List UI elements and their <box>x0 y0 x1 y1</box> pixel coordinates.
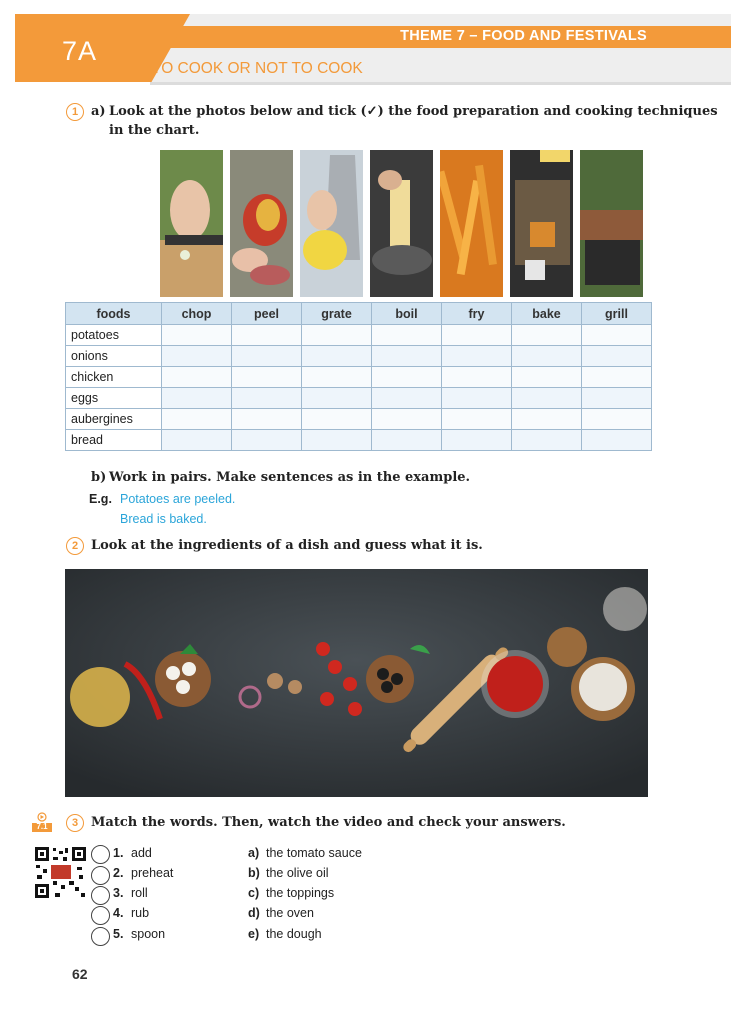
column-header: bake <box>512 303 582 325</box>
tick-cell[interactable] <box>302 409 372 430</box>
tick-cell[interactable] <box>582 388 652 409</box>
item-word: rub <box>131 906 150 920</box>
exercise-2-number: 2 <box>66 537 84 555</box>
tick-cell[interactable] <box>442 325 512 346</box>
table-header-row <box>66 303 652 325</box>
answer-letter: a) <box>248 846 260 860</box>
exercise-1a-letter: a) <box>91 104 106 119</box>
exercise-1b-letter: b) <box>91 470 107 485</box>
food-label: aubergines <box>66 409 162 430</box>
table-row <box>66 367 652 388</box>
item-number: 4. <box>113 906 124 920</box>
column-header: grate <box>302 303 372 325</box>
answer-letter: b) <box>248 866 260 880</box>
food-label: chicken <box>66 367 162 388</box>
food-label: onions <box>66 346 162 367</box>
example-sentence-2: Bread is baked. <box>120 512 207 526</box>
theme-title: THEME 7 – FOOD AND FESTIVALS <box>400 28 647 44</box>
tick-cell[interactable] <box>442 388 512 409</box>
tick-cell[interactable] <box>442 346 512 367</box>
lesson-title: TO COOK OR NOT TO COOK <box>152 60 363 77</box>
exercise-2-instruction: Look at the ingredients of a dish and guess what it is. <box>91 538 483 553</box>
tick-cell[interactable] <box>442 430 512 451</box>
tick-cell[interactable] <box>162 409 232 430</box>
item-number: 2. <box>113 866 124 880</box>
item-word: add <box>131 846 152 860</box>
tick-cell[interactable] <box>372 388 442 409</box>
food-label: bread <box>66 430 162 451</box>
answer-text: the olive oil <box>266 866 329 880</box>
tick-cell[interactable] <box>512 430 582 451</box>
tick-cell[interactable] <box>512 367 582 388</box>
answer-text: the toppings <box>266 886 335 900</box>
tick-cell[interactable] <box>512 409 582 430</box>
tick-cell[interactable] <box>162 367 232 388</box>
table-row <box>66 388 652 409</box>
tick-cell[interactable] <box>372 346 442 367</box>
table-row <box>66 409 652 430</box>
photo-peel <box>230 150 293 297</box>
photo-chop <box>160 150 223 297</box>
tick-cell[interactable] <box>232 409 302 430</box>
photo-boil <box>370 150 433 297</box>
tick-cell[interactable] <box>162 346 232 367</box>
answer-circle[interactable] <box>91 866 110 885</box>
tick-cell[interactable] <box>232 430 302 451</box>
column-header: boil <box>372 303 442 325</box>
tick-cell[interactable] <box>582 367 652 388</box>
answer-circle[interactable] <box>91 845 110 864</box>
example-label: E.g. <box>89 492 112 506</box>
answer-circle[interactable] <box>91 927 110 946</box>
table-row <box>66 325 652 346</box>
column-header: foods <box>66 303 162 325</box>
answer-text: the tomato sauce <box>266 846 362 860</box>
tick-cell[interactable] <box>582 346 652 367</box>
food-label: eggs <box>66 388 162 409</box>
techniques-chart <box>65 302 652 451</box>
exercise-3-instruction: Match the words. Then, watch the video and check your answers. <box>91 815 566 830</box>
tick-cell[interactable] <box>372 430 442 451</box>
tick-cell[interactable] <box>302 325 372 346</box>
item-word: preheat <box>131 866 174 880</box>
answer-letter: c) <box>248 886 260 900</box>
video-code: 7.1 <box>36 822 48 831</box>
tick-cell[interactable] <box>512 346 582 367</box>
tick-cell[interactable] <box>372 409 442 430</box>
tick-cell[interactable] <box>302 430 372 451</box>
photo-fry <box>440 150 503 297</box>
exercise-3-number: 3 <box>66 814 84 832</box>
tick-cell[interactable] <box>162 325 232 346</box>
answer-text: the oven <box>266 906 314 920</box>
column-header: grill <box>582 303 652 325</box>
exercise-1-number: 1 <box>66 103 84 121</box>
tick-cell[interactable] <box>302 388 372 409</box>
tick-cell[interactable] <box>582 430 652 451</box>
item-number: 5. <box>113 927 124 941</box>
qr-code-icon[interactable] <box>33 845 88 900</box>
item-number: 3. <box>113 886 124 900</box>
tick-cell[interactable] <box>442 367 512 388</box>
table-row <box>66 346 652 367</box>
tick-cell[interactable] <box>162 430 232 451</box>
tick-cell[interactable] <box>582 325 652 346</box>
example-sentence-1: Potatoes are peeled. <box>120 492 236 506</box>
tick-cell[interactable] <box>372 367 442 388</box>
tick-cell[interactable] <box>302 367 372 388</box>
tick-cell[interactable] <box>582 409 652 430</box>
page-number: 62 <box>72 966 88 982</box>
exercise-1a-instruction-line2: in the chart. <box>109 123 200 138</box>
tick-cell[interactable] <box>302 346 372 367</box>
tick-cell[interactable] <box>442 409 512 430</box>
answer-letter: e) <box>248 927 260 941</box>
food-label: potatoes <box>66 325 162 346</box>
tick-cell[interactable] <box>512 388 582 409</box>
tick-cell[interactable] <box>232 367 302 388</box>
answer-text: the dough <box>266 927 322 941</box>
item-word: spoon <box>131 927 166 941</box>
answer-letter: d) <box>248 906 260 920</box>
table-row <box>66 430 652 451</box>
tick-cell[interactable] <box>232 346 302 367</box>
tick-cell[interactable] <box>232 388 302 409</box>
tick-cell[interactable] <box>232 325 302 346</box>
tick-cell[interactable] <box>512 325 582 346</box>
column-header: chop <box>162 303 232 325</box>
answer-circle[interactable] <box>91 906 110 925</box>
photo-grate <box>300 150 363 297</box>
photo-grill <box>580 150 643 297</box>
ingredients-photo <box>65 569 648 797</box>
header-divider <box>150 82 731 85</box>
exercise-1b-instruction: Work in pairs. Make sentences as in the example. <box>109 470 471 485</box>
exercise-1a-instruction-line1: Look at the photos below and tick (✓) the food preparation and cooking techniques <box>109 104 718 119</box>
photo-bake <box>510 150 573 297</box>
column-header: peel <box>232 303 302 325</box>
unit-label: 7A <box>62 36 98 66</box>
tick-cell[interactable] <box>372 325 442 346</box>
item-word: roll <box>131 886 148 900</box>
tick-cell[interactable] <box>162 388 232 409</box>
column-header: fry <box>442 303 512 325</box>
answer-circle[interactable] <box>91 886 110 905</box>
item-number: 1. <box>113 846 124 860</box>
